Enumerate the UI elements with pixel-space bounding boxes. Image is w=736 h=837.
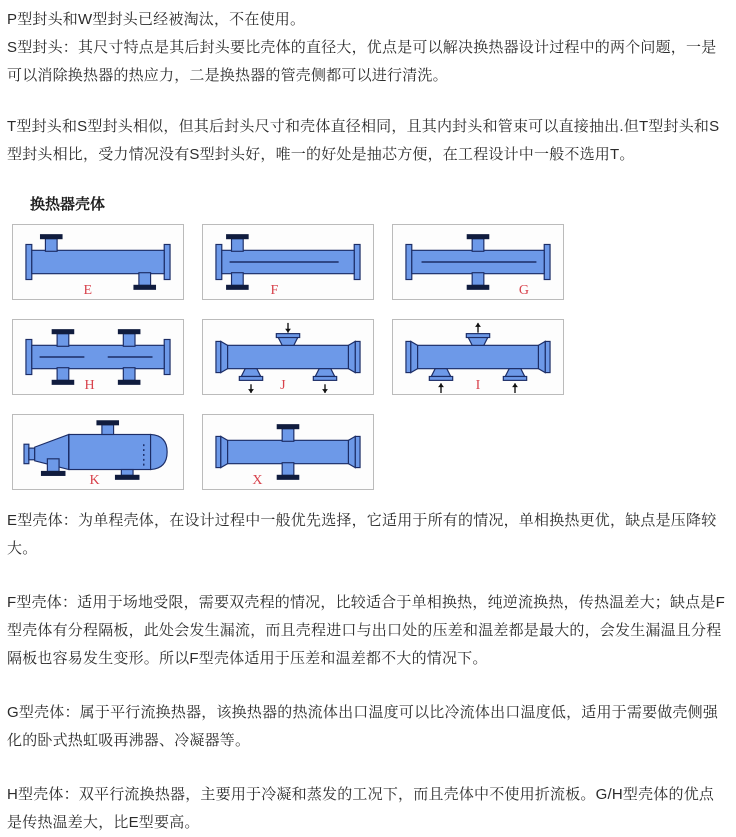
paragraph-p-w-heads: P型封头和W型封头已经被淘汰，不在使用。 xyxy=(7,11,306,28)
shell-e-label: E xyxy=(83,283,93,298)
figure-heading: 换热器壳体 xyxy=(30,196,106,213)
shell-j-label: J xyxy=(280,378,286,393)
paragraph-t-head: T型封头和S型封头相似，但其后封头尺寸和壳体直径相同，且其内封头和管束可以直接抽出.但T型封头和S型封头相比，受力情况没有S型封头好，唯一的好处是抽芯方便，在工程设计中一般不选用T。 xyxy=(7,118,720,163)
shell-descriptions-block xyxy=(7,507,728,837)
shell-diagram-j xyxy=(202,319,374,395)
shell-i-label: I xyxy=(475,378,481,393)
shell-diagram-f xyxy=(202,224,374,300)
shell-j-drawing xyxy=(203,320,373,394)
shell-e-drawing xyxy=(13,225,183,299)
intro-text-block xyxy=(7,6,728,169)
paragraph-h-shell: H型壳体：双平行流换热器，主要用于冷凝和蒸发的工况下，而且壳体中不使用折流板。G/H型壳体的优点是传热温差大，比E型要高。 xyxy=(7,786,715,831)
paragraph-g-shell: G型壳体：属于平行流换热器，该换热器的热流体出口温度可以比冷流体出口温度低，适用于需要做壳侧强化的卧式热虹吸再沸器、冷凝器等。 xyxy=(7,704,719,749)
shell-diagram-x xyxy=(202,414,374,490)
shell-diagram-k xyxy=(12,414,184,490)
shell-diagram-grid xyxy=(12,224,576,490)
shell-g-label: G xyxy=(518,283,529,298)
shell-g-drawing xyxy=(393,225,563,299)
shell-x-label: X xyxy=(252,473,263,488)
shell-diagram-g xyxy=(392,224,564,300)
shell-diagram-e xyxy=(12,224,184,300)
paragraph-e-shell: E型壳体：为单程壳体，在设计过程中一般优先选择，它适用于所有的情况，单相换热更优，缺点是压降较大。 xyxy=(7,512,717,557)
shell-f-label: F xyxy=(270,283,279,298)
paragraph-f-shell: F型壳体：适用于场地受限，需要双壳程的情况，比较适合于单相换热，纯逆流换热，传热温差大；缺点是F型壳体有分程隔板，此处会发生漏流，而且壳程进口与出口处的压差和温差都是最大的，会发生漏温且分程隔板也容易发生变形。所以F型壳体适用于压差和温差都不大的情况下。 xyxy=(7,594,725,667)
shell-h-drawing xyxy=(13,320,183,394)
shell-f-drawing xyxy=(203,225,373,299)
paragraph-s-head: S型封头：其尺寸特点是其后封头要比壳体的直径大，优点是可以解决换热器设计过程中的两个问题，一是可以消除换热器的热应力，二是换热器的管壳侧都可以进行清洗。 xyxy=(7,39,717,84)
shell-k-label: K xyxy=(89,473,100,488)
shell-x-drawing xyxy=(203,415,373,489)
shell-h-label: H xyxy=(84,378,95,393)
shell-diagram-h xyxy=(12,319,184,395)
shell-diagram-i xyxy=(392,319,564,395)
